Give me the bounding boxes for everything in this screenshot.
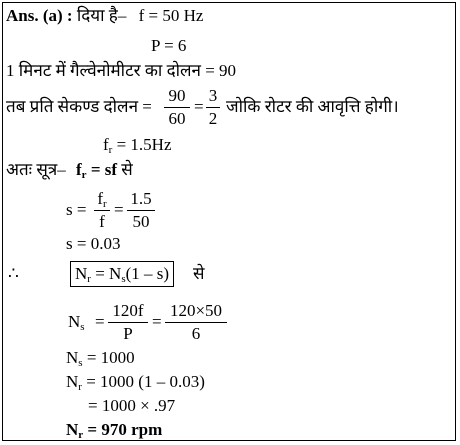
- fraction-denominator: 60: [168, 109, 186, 128]
- poles-equation: P = 6: [151, 36, 187, 55]
- rotor-frequency-equation: $f_r = 1.5Hz$: [103, 135, 172, 156]
- oscillation-line: 1 मिनट में गैल्वेनोमीटर का दोलन = 90: [6, 61, 237, 80]
- fraction-120x50-6: 120×50 6: [165, 301, 227, 344]
- given-word: दिया है–: [76, 6, 127, 25]
- slip-label: s =: [66, 200, 87, 219]
- rotor-speed-step: = 1000 × .97: [88, 396, 176, 415]
- fraction-fr-f: $f_r$ f: [94, 189, 110, 232]
- equals-sign: =: [194, 97, 204, 116]
- rotor-frequency-text: जोकि रोटर की आवृत्ति होगी।: [226, 97, 399, 116]
- se-word: से: [193, 264, 205, 283]
- therefore-symbol: ∴: [8, 264, 19, 283]
- slip-value: s = 0.03: [66, 234, 121, 253]
- fraction-120f-P: 120f P: [108, 301, 148, 344]
- synchronous-speed-label: $N_s$: [68, 312, 85, 333]
- per-second-text: तब प्रति सेकण्ड दोलन =: [6, 97, 152, 116]
- formula-intro: अतः सूत्र–: [6, 160, 66, 179]
- answer-label: Ans. (a) :: [6, 6, 73, 25]
- formula-line: अतः सूत्र– $f_r$ = sf से: [6, 160, 133, 181]
- synchronous-speed-value: $N_s = 1000$: [66, 348, 135, 369]
- rotor-speed-calculation: $N_r = 1000$ (1 – 0.03): [66, 372, 205, 393]
- equals-sign: =: [95, 312, 105, 331]
- frequency-equation: f = 50 Hz: [138, 6, 204, 25]
- fraction-90-60: [164, 86, 190, 129]
- fraction-3-2: [206, 86, 220, 129]
- answer-line-1: [6, 6, 203, 26]
- final-answer: $N_r = 970$ rpm: [66, 420, 163, 441]
- equals-sign: =: [152, 312, 162, 331]
- boxed-formula: $N_r = N_s(1 - s)$: [70, 261, 174, 287]
- fraction-denominator: 2: [208, 109, 218, 128]
- equals-sign: =: [114, 200, 124, 219]
- fraction-numerator: 90: [168, 86, 186, 105]
- fraction-1.5-50: 1.5 50: [127, 189, 155, 232]
- formula-expression: $f_r$ = sf: [76, 160, 118, 181]
- fraction-numerator: 3: [208, 86, 218, 105]
